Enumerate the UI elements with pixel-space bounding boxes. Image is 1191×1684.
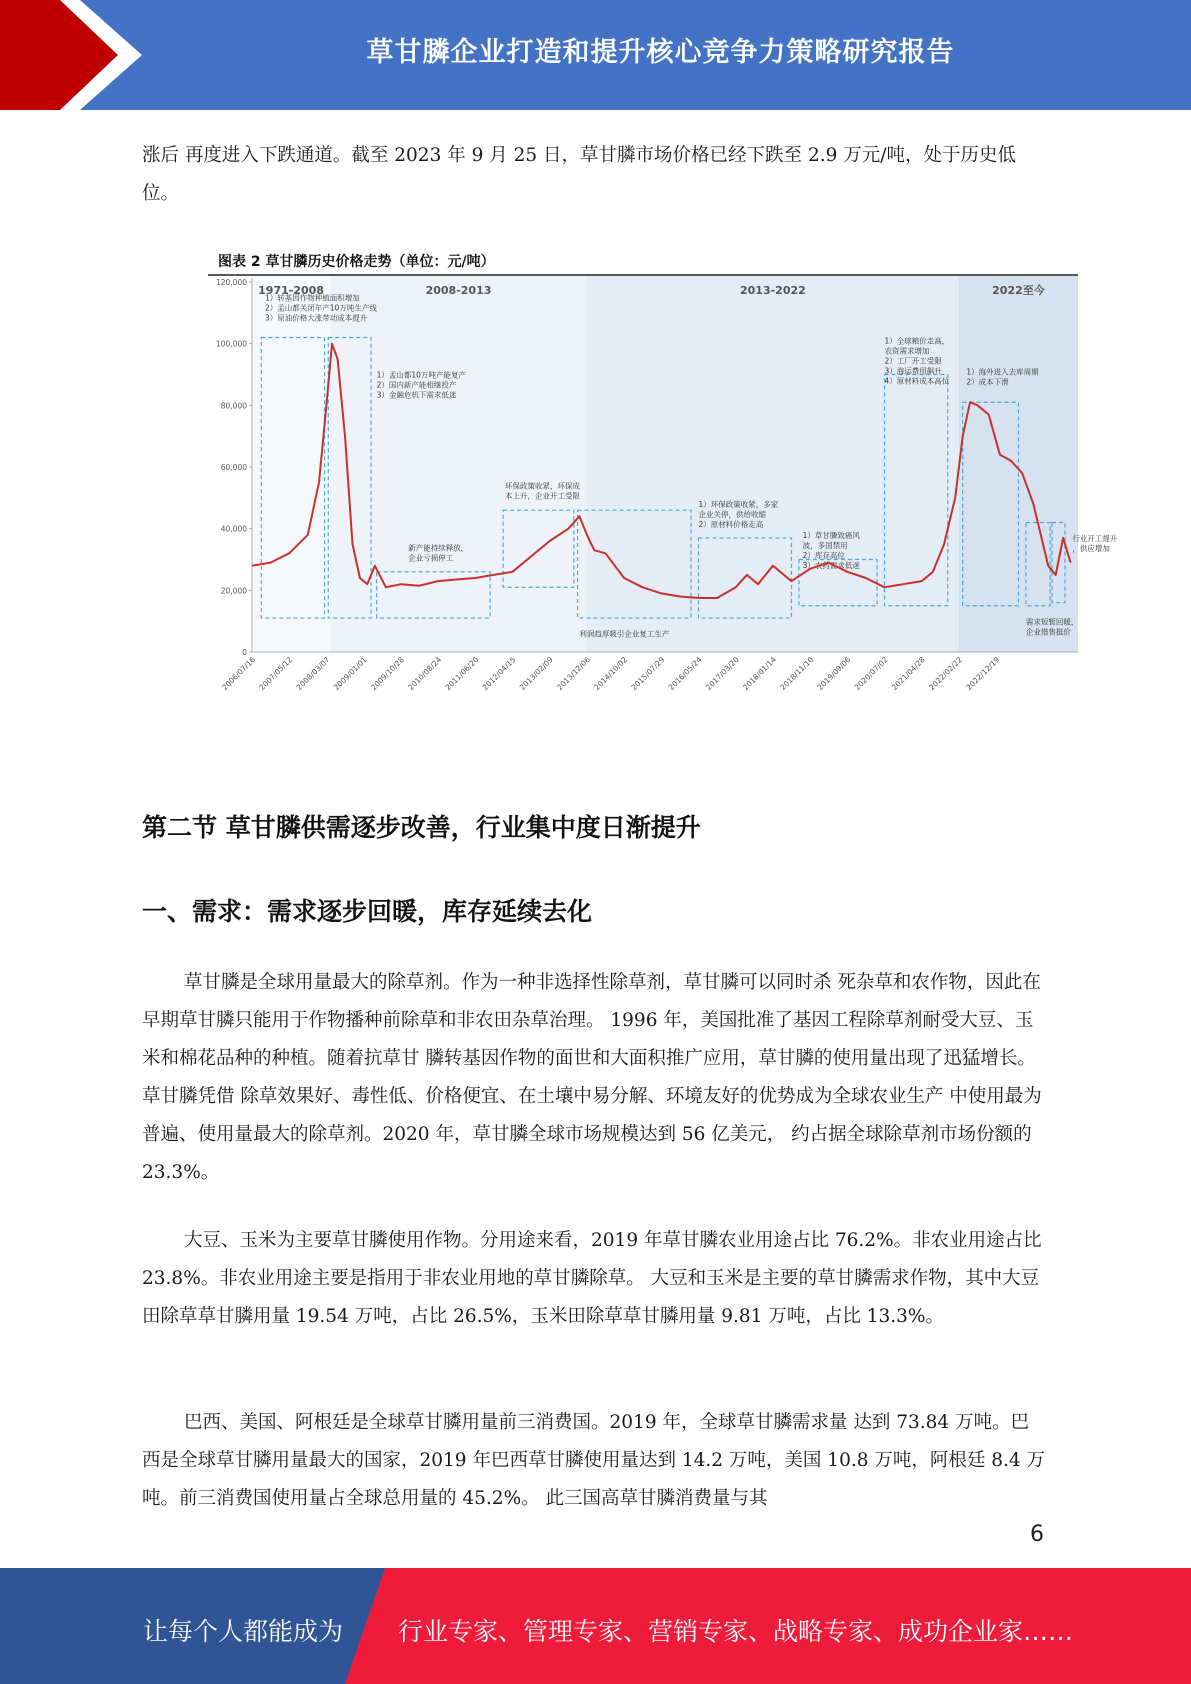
x-tick-label: 2012/04/15 [480, 655, 518, 692]
price-chart [210, 270, 1118, 710]
page-number: 6 [1030, 1522, 1044, 1547]
annotation-text: 1）孟山都10万吨产能复产 2）国内新产能相继投产 3）金融危机下需求低迷 [376, 370, 466, 400]
period-label: 2008-2013 [425, 284, 492, 297]
y-tick-label: 60,000 [220, 463, 247, 472]
x-tick-label: 2009/10/28 [369, 655, 406, 692]
annotation-text: 1）全球粮价走高，农资需求增加 2）工厂开工受限 3）海运费用飙升 4）原材料成本高位 [884, 336, 950, 386]
annotation-text: 新产能持续释放，企业亏损停工 [408, 543, 469, 563]
annotation-text: 环保政策收紧，环保成本上升，企业开工受限 [505, 481, 581, 501]
x-tick-label: 2009/01/01 [331, 655, 369, 692]
x-tick-label: 2006/07/16 [220, 655, 258, 692]
annotation-text: 行业开工提升，供应增加 [1072, 534, 1118, 553]
x-tick-label: 2013/02/09 [517, 655, 555, 692]
period-bands [252, 276, 1078, 652]
period-band [252, 276, 330, 652]
annotation-text: 1）环保政策收紧，多家企业关停，供给收缩 2）原材料价格走高 [698, 500, 779, 530]
x-tick-label: 2013/12/06 [555, 655, 592, 692]
y-tick-label: 0 [242, 648, 247, 657]
x-tick-label: 2022/02/22 [927, 655, 965, 692]
annotation-text: 1）转基因作物种植面积增加 2）孟山都关闭年产10万吨生产线 3）原油价格大涨带动成本提升 [265, 293, 377, 323]
period-band [587, 276, 959, 652]
intro-paragraph: 涨后 再度进入下跌通道。截至 2023 年 9 月 25 日，草甘膦市场价格已经下跌至 2.9 万元/吨，处于历史低位。 [142, 145, 1016, 204]
paragraph-1: 草甘膦是全球用量最大的除草剂。作为一种非选择性除草剂，草甘膦可以同时杀 死杂草和农作物，因此在早期草甘膦只能用于作物播种前除草和非农田杂草治理。 1996 年，美国批准了基因工程除草剂耐受大豆、玉米和棉花品种的种植。随着抗草甘 膦转基因作物的面世和大面积推广应用，草甘膦的使用量出现了迅猛增长。草甘膦凭借 除草效果好、毒性低、价格便宜、在土壤中易分解、环境友好的优势成为全球农业生产 中使用最为普遍、使用量最大的除草剂。2020 年，草甘膦全球市场规模达到 56 亿美元， 约占据全球除草剂市场份额的 23.3%。 [142, 972, 1042, 1183]
page-footer [0, 1568, 1191, 1684]
header-red-chevron [0, 0, 170, 110]
section-heading: 第二节 草甘膦供需逐步改善，行业集中度日渐提升 [142, 813, 701, 842]
y-tick-label: 20,000 [220, 586, 247, 596]
y-tick-label: 80,000 [220, 401, 247, 411]
x-tick-label: 2015/07/29 [629, 655, 667, 692]
x-tick-label: 2018/01/14 [741, 655, 779, 692]
x-tick-label: 2014/10/02 [592, 655, 630, 692]
y-tick-label: 40,000 [220, 524, 247, 534]
x-tick-label: 2010/08/24 [406, 655, 444, 692]
footer-slogan-left: 让每个人都能成为 [143, 1617, 344, 1646]
annotation-text: 利润趋厚吸引企业复工生产 [579, 629, 670, 639]
x-tick-label: 2008/03/07 [294, 655, 332, 692]
annotation-text: 1）海外进入去库周期 2）成本下滑 [966, 367, 1039, 387]
x-tick-label: 2017/03/20 [703, 655, 741, 692]
x-tick-label: 2022/12/19 [964, 655, 1002, 692]
period-label: 2022至今 [992, 284, 1045, 297]
report-title: 草甘膦企业打造和提升核心竞争力策略研究报告 [366, 37, 955, 68]
x-tick-label: 2018/11/10 [778, 655, 816, 692]
subsection-heading: 一、需求：需求逐步回暖，库存延续去化 [142, 897, 593, 926]
figure-caption: 图表 2 草甘膦历史价格走势（单位：元/吨） [218, 254, 495, 270]
page-header [0, 0, 1191, 110]
period-label: 1971-2008 [258, 284, 324, 297]
y-tick-label: 100,000 [215, 339, 247, 349]
x-tick-label: 2016/05/24 [666, 655, 704, 692]
period-label: 2013-2022 [740, 284, 806, 297]
x-tick-label: 2011/06/20 [443, 655, 481, 692]
paragraph-3: 巴西、美国、阿根廷是全球草甘膦用量前三消费国。2019 年，全球草甘膦需求量 达到 73.84 万吨。巴西是全球草甘膦用量最大的国家，2019 年巴西草甘膦使用量达到 14.2 万吨，美国 10.8 万吨，阿根廷 8.4 万吨。前三消费国使用量占全球总用量的 45.2%。 此三国高草甘膦消费量与其 [142, 1412, 1046, 1509]
footer-slogan-right: 行业专家、管理专家、营销专家、战略专家、成功企业家…… [398, 1617, 1074, 1646]
x-tick-label: 2020/07/02 [852, 655, 890, 692]
x-tick-label: 2007/05/12 [257, 655, 295, 692]
x-tick-label: 2019/09/06 [815, 655, 853, 692]
period-band [330, 276, 587, 652]
annotation-text: 需求短暂回暖，企业惜售挺价 [1025, 617, 1079, 637]
paragraph-2: 大豆、玉米为主要草甘膦使用作物。分用途来看，2019 年草甘膦农业用途占比 76.2%。非农业用途占比 23.8%。非农业用途主要是指用于非农业用地的草甘膦除草。 大豆和玉米是主要的草甘膦需求作物，其中大豆田除草草甘膦用量 19.54 万吨，占比 26.5%，玉米田除草草甘膦用量 9.81 万吨，占比 13.3%。 [142, 1230, 1042, 1327]
annotation-text: 1）草甘膦致癌风波，多国禁用 2）库存高位 3）农药需求低迷 [802, 530, 860, 570]
y-tick-label: 120,000 [215, 278, 247, 287]
period-band [959, 276, 1078, 652]
x-tick-label: 2021/04/28 [889, 655, 927, 692]
